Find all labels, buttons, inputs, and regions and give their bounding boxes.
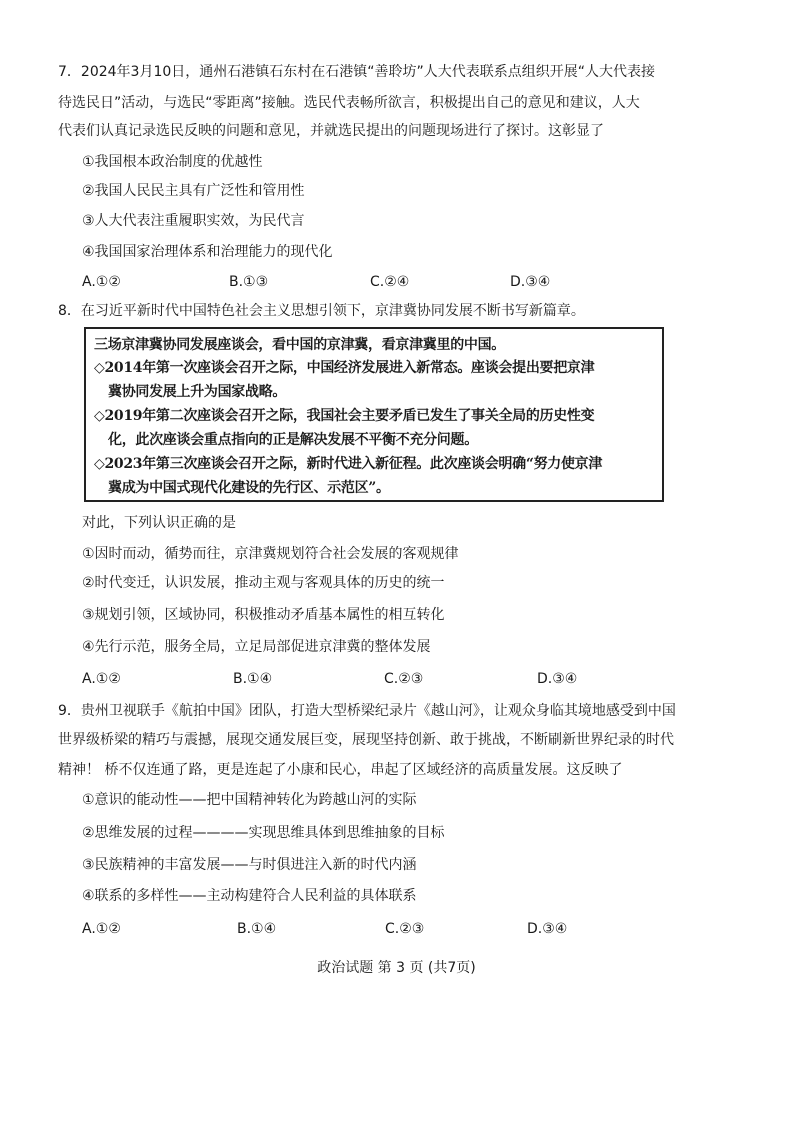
box-line-6: ◇2023年第三次座谈会召开之际，新时代进入新征程。此次座谈会明确“努力使京津 [94, 456, 603, 472]
q9-answer-c: C.②③ [385, 921, 425, 937]
box-line-1: 三场京津冀协同发展座谈会，看中国的京津冀，看京津冀里的中国。 [94, 337, 505, 353]
q7-answer-a: A.①② [82, 274, 121, 290]
q7-answer-b: B.①③ [229, 274, 269, 290]
q7-stem-line-1: 7．2024年3月10日，通州石港镇石东村在石港镇“善聆坊”人大代表联系点组织开展“人大代表接 [58, 64, 656, 80]
q9-option-3: ③民族精神的丰富发展——与时俱进注入新的时代内涵 [82, 857, 417, 873]
q9-stem-line-1: 9．贵州卫视联手《航拍中国》团队，打造大型桥梁纪录片《越山河》，让观众身临其境地感受到中国 [58, 703, 676, 719]
q8-answer-a: A.①② [82, 671, 121, 687]
q8-stem: 8．在习近平新时代中国特色社会主义思想引领下，京津冀协同发展不断书写新篇章。 [58, 303, 585, 319]
q9-answer-d: D.③④ [527, 921, 568, 937]
q8-answer-c: C.②③ [384, 671, 424, 687]
box-line-2: ◇2014年第一次座谈会召开之际，中国经济发展进入新常态。座谈会提出要把京津 [94, 360, 595, 376]
q9-option-1: ①意识的能动性——把中国精神转化为跨越山河的实际 [82, 792, 417, 808]
box-line-7: 冀成为中国式现代化建设的先行区、示范区”。 [108, 480, 390, 496]
q8-answer-d: D.③④ [537, 671, 578, 687]
q7-stem-line-3: 代表们认真记录选民反映的问题和意见，并就选民提出的问题现场进行了探讨。这彰显了 [58, 123, 604, 139]
q7-option-2: ②我国人民民主具有广泛性和管用性 [82, 183, 305, 199]
q8-option-3: ③规划引领，区域协同，积极推动矛盾基本属性的相互转化 [82, 607, 445, 623]
q7-option-1: ①我国根本政治制度的优越性 [82, 154, 263, 170]
q9-option-4: ④联系的多样性——主动构建符合人民利益的具体联系 [82, 888, 417, 904]
page-footer: 政治试题 第 3 页 (共7页) [317, 960, 476, 976]
box-line-4: ◇2019年第二次座谈会召开之际，我国社会主要矛盾已发生了事关全局的历史性变 [94, 408, 595, 424]
q9-answer-a: A.①② [82, 921, 121, 937]
box-line-3: 冀协同发展上升为国家战略。 [108, 384, 287, 400]
q8-answer-b: B.①④ [233, 671, 273, 687]
q7-option-3: ③人大代表注重履职实效，为民代言 [82, 213, 305, 229]
q8-material-box [84, 327, 664, 502]
q9-option-2: ②思维发展的过程————实现思维具体到思维抽象的目标 [82, 825, 445, 841]
q8-question: 对此，下列认识正确的是 [82, 515, 236, 531]
q7-answer-c: C.②④ [370, 274, 410, 290]
q8-option-2: ②时代变迁，认识发展，推动主观与客观具体的历史的统一 [82, 575, 445, 591]
q7-answer-d: D.③④ [510, 274, 551, 290]
q9-stem-line-2: 世界级桥梁的精巧与震撼，展现交通发展巨变，展现坚持创新、敢于挑战，不断刷新世界纪录的时代 [58, 732, 674, 748]
q8-option-1: ①因时而动，循势而往，京津冀规划符合社会发展的客观规律 [82, 546, 459, 562]
q8-option-4: ④先行示范，服务全局，立足局部促进京津冀的整体发展 [82, 639, 431, 655]
q9-stem-line-3: 精神！ 桥不仅连通了路，更是连起了小康和民心，串起了区域经济的高质量发展。这反映了 [58, 762, 623, 778]
box-line-5: 化，此次座谈会重点指向的正是解决发展不平衡不充分问题。 [108, 432, 478, 448]
q7-stem-line-2: 待选民日”活动，与选民“零距离”接触。选民代表畅所欲言，积极提出自己的意见和建议，人大 [58, 95, 640, 111]
q7-option-4: ④我国国家治理体系和治理能力的现代化 [82, 244, 333, 260]
q9-answer-b: B.①④ [237, 921, 277, 937]
